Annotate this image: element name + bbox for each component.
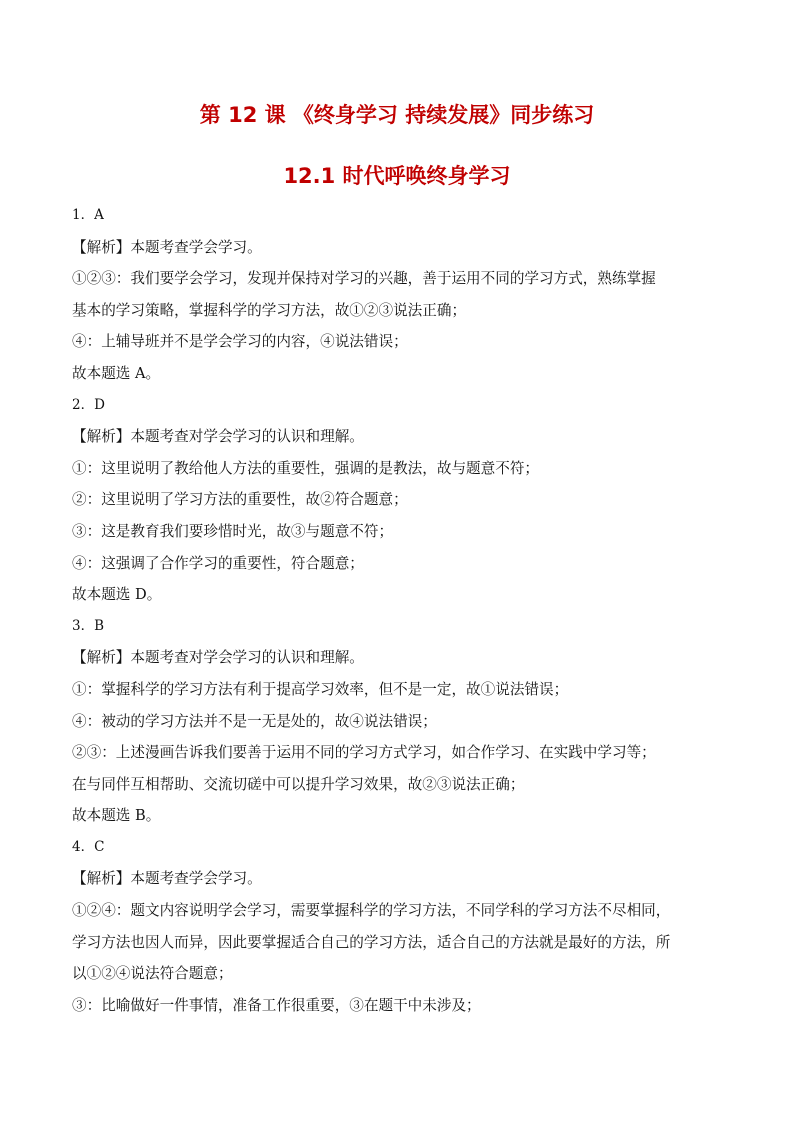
answer-number: 3．B (72, 617, 105, 634)
answer-line: 以①②④说法符合题意； (72, 965, 233, 983)
answer-line: 故本题选 D。 (72, 586, 162, 604)
answer-line: 【解析】本题考查对学会学习的认识和理解。 (72, 649, 364, 667)
answer-line: ①②③：我们要学会学习，发现并保持对学习的兴趣，善于运用不同的学习方式，熟练掌握 (72, 270, 656, 288)
answer-line: ①：掌握科学的学习方法有利于提高学习效率，但不是一定，故①说法错误； (72, 680, 569, 698)
answer-line: ③：比喻做好一件事情，准备工作很重要，③在题干中未涉及； (72, 996, 481, 1014)
answer-line: ②：这里说明了学习方法的重要性，故②符合题意； (72, 491, 408, 509)
page-title: 第 12 课 《终身学习 持续发展》同步练习 (199, 103, 595, 127)
answer-line: ④：被动的学习方法并不是一无是处的，故④说法错误； (72, 712, 437, 730)
section-title: 12.1 时代呼唤终身学习 (283, 164, 511, 188)
answer-line: ④：上辅导班并不是学会学习的内容，④说法错误； (72, 333, 408, 351)
answer-line: 【解析】本题考查对学会学习的认识和理解。 (72, 428, 364, 446)
answer-line: 学习方法也因人而异，因此要掌握适合自己的学习方法，适合自己的方法就是最好的方法，所 (72, 933, 671, 951)
answer-line: 基本的学习策略，掌握科学的学习方法，故①②③说法正确； (72, 301, 467, 319)
answer-body (72, 200, 722, 1021)
answer-line: 故本题选 A。 (72, 364, 161, 382)
answer-number: 1．A (72, 207, 104, 223)
answer-line: 在与同伴互相帮助、交流切磋中可以提升学习效果，故②③说法正确； (72, 775, 525, 793)
answer-number: 4．C (72, 838, 105, 855)
answer-line: ④：这强调了合作学习的重要性，符合题意； (72, 554, 364, 572)
answer-line: 【解析】本题考查学会学习。 (72, 238, 262, 256)
answer-line: ②③：上述漫画告诉我们要善于运用不同的学习方式学习，如合作学习、在实践中学习等； (72, 744, 656, 762)
answer-number: 2．D (72, 396, 105, 413)
answer-line: ①：这里说明了教给他人方法的重要性，强调的是教法，故与题意不符； (72, 459, 540, 477)
answer-line: 故本题选 B。 (72, 807, 161, 825)
answer-line: 【解析】本题考查学会学习。 (72, 870, 262, 888)
answer-line: ③：这是教育我们要珍惜时光，故③与题意不符； (72, 522, 394, 540)
answer-line: ①②④：题文内容说明学会学习，需要掌握科学的学习方法，不同学科的学习方法不尽相同， (72, 902, 671, 920)
